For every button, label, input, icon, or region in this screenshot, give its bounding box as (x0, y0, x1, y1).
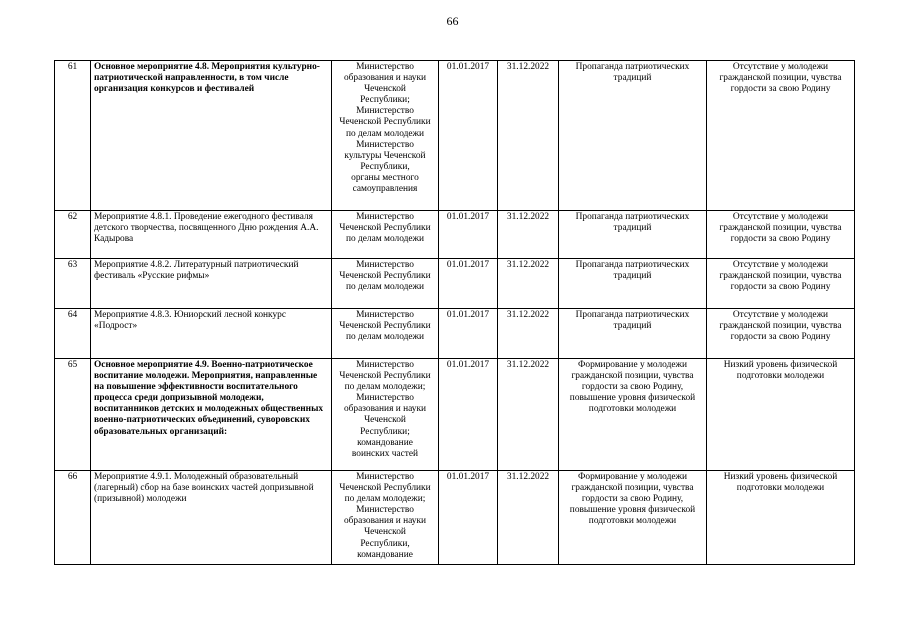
expected-result: Пропаганда патриотических традиций (559, 61, 707, 211)
executor-line: культуры Чеченской (344, 150, 426, 161)
table-row (55, 309, 855, 359)
row-number: 64 (55, 309, 91, 359)
executor-line: по делам молодежи; (344, 382, 426, 393)
row-number: 65 (55, 359, 91, 471)
executor-line: по делам молодежи (345, 282, 425, 293)
table-row (55, 211, 855, 259)
executor-line: Чеченской Республики (339, 117, 431, 128)
executor-line: образования и науки (343, 73, 427, 84)
executor-line: по делам молодежи (345, 234, 425, 245)
activity-name: Основное мероприятие 4.9. Военно-патриотическое воспитание молодежи. Мероприятия, направленные на повышение эффективности воспитательного процесса среди допризывной молодежи, воспитанников детских и молодежных общественных военно-патриотических объединений, суворовских образовательных организаций: (91, 359, 332, 471)
executor-line: Чеченской (364, 415, 406, 426)
executor-line: Министерство (356, 139, 414, 150)
expected-result: Формирование у молодежи гражданской позиции, чувства гордости за свою Родину, повышение уровня физической подготовки молодежи (559, 471, 707, 565)
risk-consequence: Отсутствие у молодежи гражданской позиции, чувства гордости за свою Родину (707, 61, 855, 211)
expected-result: Пропаганда патриотических традиций (559, 309, 707, 359)
executors-cell (332, 359, 439, 471)
risk-consequence: Отсутствие у молодежи гражданской позиции, чувства гордости за свою Родину (707, 309, 855, 359)
row-number: 62 (55, 211, 91, 259)
activity-name: Мероприятие 4.8.3. Юниорский лесной конкурс «Подрост» (91, 309, 332, 359)
row-number: 61 (55, 61, 91, 211)
executor-line: по делам молодежи; (344, 494, 426, 505)
end-date: 31.12.2022 (498, 211, 559, 259)
expected-result: Пропаганда патриотических традиций (559, 259, 707, 309)
executor-line: Республики; (360, 426, 410, 437)
executor-line: командование (357, 549, 413, 560)
row-number: 66 (55, 471, 91, 565)
executor-line: Чеченской Республики (339, 321, 431, 332)
executor-line: Министерство (356, 360, 414, 370)
table-row (55, 359, 855, 471)
executors-cell (332, 211, 439, 259)
executor-line: Чеченской Республики (339, 371, 431, 382)
executor-line: командование (357, 437, 413, 448)
end-date: 31.12.2022 (498, 61, 559, 211)
executor-line: органы местного (351, 172, 419, 183)
executors-cell (332, 259, 439, 309)
executor-line: Чеченской (364, 84, 406, 95)
expected-result: Пропаганда патриотических традиций (559, 211, 707, 259)
start-date: 01.01.2017 (439, 61, 498, 211)
executor-line: по делам молодежи (345, 128, 425, 139)
executor-line: самоуправления (352, 184, 418, 195)
expected-result: Формирование у молодежи гражданской позиции, чувства гордости за свою Родину, повышение уровня физической подготовки молодежи (559, 359, 707, 471)
table-row (55, 61, 855, 211)
start-date: 01.01.2017 (439, 359, 498, 471)
risk-consequence: Низкий уровень физической подготовки молодежи (707, 471, 855, 565)
executor-line: Чеченской Республики (339, 223, 431, 234)
executor-line: образования и науки (343, 516, 427, 527)
end-date: 31.12.2022 (498, 471, 559, 565)
executors-cell (332, 471, 439, 565)
table-row (55, 259, 855, 309)
executor-line: Министерство (356, 106, 414, 117)
executor-line: Министерство (356, 393, 414, 404)
start-date: 01.01.2017 (439, 211, 498, 259)
activity-name: Основное мероприятие 4.8. Мероприятия культурно-патриотической направленности, в том числе организация конкурсов и фестивалей (91, 61, 332, 211)
activity-name: Мероприятие 4.8.2. Литературный патриотический фестиваль «Русские рифмы» (91, 259, 332, 309)
program-table (54, 60, 855, 565)
start-date: 01.01.2017 (439, 309, 498, 359)
risk-consequence: Отсутствие у молодежи гражданской позиции, чувства гордости за свою Родину (707, 259, 855, 309)
executor-line: образования и науки (343, 404, 427, 415)
executor-line: Чеченской Республики (339, 483, 431, 494)
start-date: 01.01.2017 (439, 259, 498, 309)
risk-consequence: Отсутствие у молодежи гражданской позиции, чувства гордости за свою Родину (707, 211, 855, 259)
end-date: 31.12.2022 (498, 309, 559, 359)
executor-line: Республики, (360, 538, 410, 549)
table-row (55, 471, 855, 565)
executor-line: Чеченской Республики (339, 271, 431, 282)
executors-cell (332, 309, 439, 359)
executor-line: Министерство (356, 62, 414, 72)
end-date: 31.12.2022 (498, 259, 559, 309)
start-date: 01.01.2017 (439, 471, 498, 565)
executors-cell (332, 61, 439, 211)
executor-line: Министерство (356, 472, 414, 482)
page-number: 66 (446, 14, 459, 28)
executor-line: Министерство (356, 505, 414, 516)
executor-line: Республики, (360, 161, 410, 172)
executor-line: Министерство (356, 310, 414, 320)
executor-line: Министерство (356, 260, 414, 270)
executor-line: Республики; (360, 95, 410, 106)
risk-consequence: Низкий уровень физической подготовки молодежи (707, 359, 855, 471)
end-date: 31.12.2022 (498, 359, 559, 471)
row-number: 63 (55, 259, 91, 309)
executor-line: Чеченской (364, 527, 406, 538)
executor-line: по делам молодежи (345, 332, 425, 343)
activity-name: Мероприятие 4.9.1. Молодежный образовательный (лагерный) сбор на базе воинских частей допризывной (призывной) молодежи (91, 471, 332, 565)
executor-line: Министерство (356, 212, 414, 222)
executor-line: воинских частей (351, 448, 419, 459)
activity-name: Мероприятие 4.8.1. Проведение ежегодного фестиваля детского творчества, посвященного Дню рождения А.А. Кадырова (91, 211, 332, 259)
